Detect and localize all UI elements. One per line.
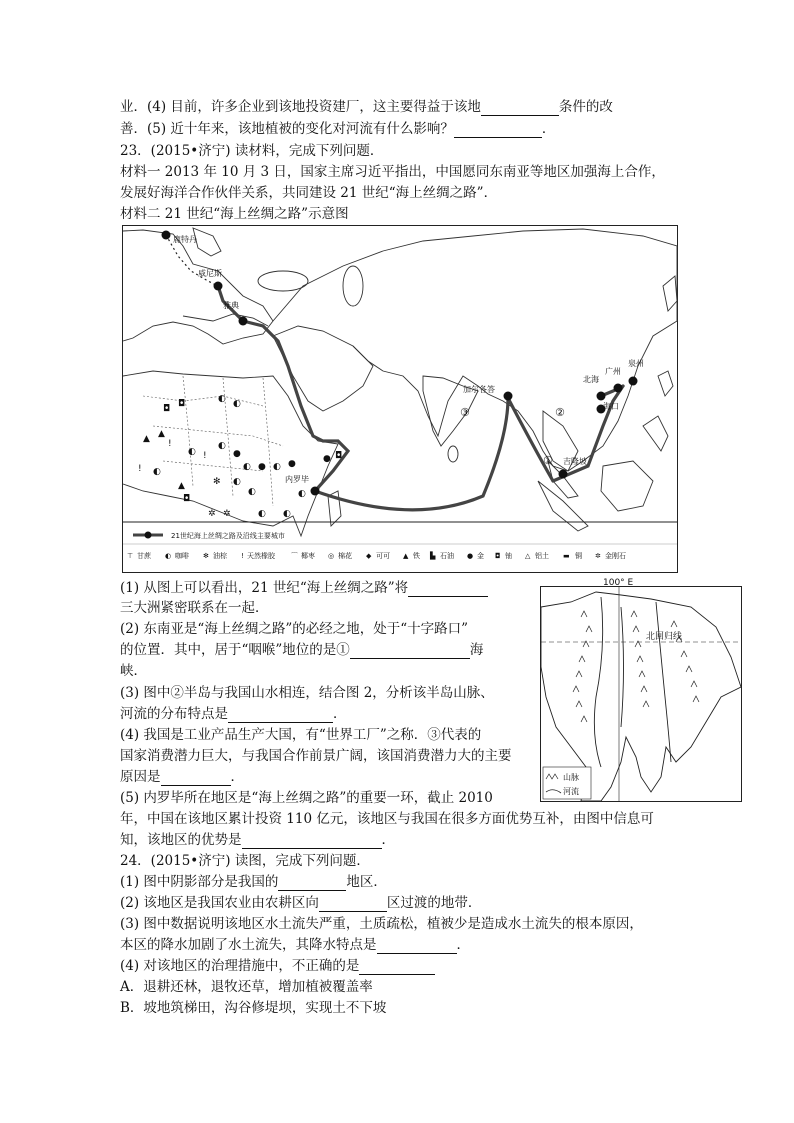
svg-text:◐: ◐: [233, 399, 241, 409]
svg-text:◐: ◐: [218, 441, 226, 451]
q23-5-line3: 知，该地区的优势是 ．: [120, 832, 395, 848]
label-haikou: 海口: [603, 402, 619, 411]
legend-item-copper: 铜: [575, 552, 582, 560]
legend-item-iron: 铁: [413, 552, 420, 560]
q23-4-line3: 原因是 ．: [120, 769, 244, 785]
q23-material1-line2: 发展好海洋合作伙伴关系，共同建设 21 世纪“海上丝绸之路”．: [120, 185, 498, 201]
city-nairobi: [311, 487, 320, 496]
svg-text:▲: ▲: [403, 552, 409, 560]
svg-text:◐: ◐: [243, 462, 251, 472]
answer-blank[interactable]: [377, 939, 457, 954]
marker-2: ②: [555, 406, 565, 419]
answer-blank[interactable]: [481, 101, 559, 116]
svg-text:●: ●: [288, 459, 296, 469]
q23-2-line2: 的位置．其中，居于“咽喉”地位的是① 海: [120, 642, 484, 658]
svg-text:!: !: [241, 552, 244, 560]
intro-line-2: 善．(5) 近十年来，该地植被的变化对河流有什么影响？ ．: [120, 121, 556, 137]
q23-5-line2: 年，中国在该地区累计投资 110 亿元，该地区与我国在很多方面优势互补，由图中信息可: [120, 811, 654, 827]
legend-item-oil-palm: 油棕: [213, 552, 227, 560]
q24-option-b: B．坡地筑梯田，沟谷修堤坝，实现土不下坡: [120, 1000, 387, 1016]
legend-item-cocoa: 可可: [376, 552, 390, 560]
marker-3: ③: [460, 406, 470, 419]
svg-text:✲: ✲: [595, 552, 601, 560]
label-venice: 威尼斯: [198, 269, 222, 278]
svg-text:●: ●: [323, 454, 331, 464]
city-venice: [214, 282, 223, 291]
label-athens: 雅典: [223, 301, 239, 310]
city-rotterdam: [162, 231, 171, 240]
answer-blank[interactable]: [408, 582, 488, 597]
legend-item-diamond: 金刚石: [605, 552, 626, 560]
svg-text:!: !: [168, 439, 172, 449]
legend-title: 21世纪海上丝绸之路及沿线主要城市: [171, 532, 285, 540]
legend-item-coffee: 咖啡: [175, 552, 189, 560]
q23-3-line1: (3) 图中②半岛与我国山水相连，结合图 2，分析该半岛山脉、: [120, 685, 494, 701]
q24-3-line1: (3) 图中数据说明该地区水土流失严重，土质疏松，植被少是造成水土流失的根本原因，: [120, 916, 643, 932]
legend-city-dot: [145, 532, 152, 539]
silk-road-map: [122, 225, 678, 573]
svg-text:◘: ◘: [178, 399, 186, 409]
svg-text:◆: ◆: [366, 552, 372, 560]
svg-text:◘: ◘: [183, 494, 191, 504]
svg-text:▲: ▲: [158, 429, 165, 439]
svg-text:◐: ◐: [218, 394, 226, 404]
label-beihai: 北海: [583, 375, 599, 384]
silk-road-map-svg: [123, 226, 677, 572]
svg-text:◘: ◘: [495, 552, 501, 560]
legend-river-label: 河流: [563, 787, 579, 796]
meridian-label: 100° E: [603, 578, 634, 588]
svg-text:▲: ▲: [178, 481, 185, 491]
svg-text:✻: ✻: [213, 477, 221, 487]
city-guangzhou: [614, 384, 623, 393]
q23-4-line2: 国家消费潜力巨大，与我国合作前景广阔，该国消费潜力大的主要: [120, 748, 512, 764]
legend-item-bauxite: 铝土: [535, 552, 549, 560]
label-kuala-lumpur: 吉隆坡: [563, 457, 587, 466]
answer-blank[interactable]: [319, 897, 387, 912]
svg-text:△: △: [525, 552, 531, 560]
svg-text:✲: ✲: [208, 509, 216, 519]
q23-5-line1: (5) 内罗毕所在地区是“海上丝绸之路”的重要一环，截止 2010: [120, 790, 493, 806]
q23-material1-line1: 材料一 2013 年 10 月 3 日，国家主席习近平指出，中国愿同东南亚等地区加强海上合作，: [120, 164, 665, 180]
city-athens: [239, 317, 248, 326]
legend-item-cotton: 棉花: [338, 552, 352, 560]
svg-text:◘: ◘: [335, 451, 343, 461]
label-kolkata: 加尔各答: [463, 385, 495, 394]
svg-text:◐: ◐: [283, 509, 291, 519]
q24-option-a: A．退耕还林，退牧还草，增加植被覆盖率: [120, 979, 373, 995]
indochina-map-svg: [541, 578, 741, 801]
city-quanzhou: [629, 377, 638, 386]
svg-text:●: ●: [467, 552, 474, 560]
legend-item-sugarcane: 甘蔗: [137, 552, 151, 560]
svg-text:✻: ✻: [203, 552, 209, 560]
svg-text:◘: ◘: [163, 404, 171, 414]
mountain-ranges: [573, 611, 699, 722]
q24-2: (2) 该地区是我国农业由农耕区向 区过渡的地带．: [120, 895, 482, 911]
legend-item-oil: 石油: [440, 552, 454, 560]
svg-text:◐: ◐: [233, 477, 241, 487]
legend-items: [127, 551, 626, 560]
legend-item-gold: 金: [477, 552, 484, 560]
rivers: [594, 597, 671, 767]
legend-mountain-label: 山脉: [563, 773, 579, 782]
svg-text:⊤: ⊤: [127, 552, 134, 560]
q24-3-line2: 本区的降水加剧了水土流失，其降水特点是 ．: [120, 937, 470, 953]
label-quanzhou: 泉州: [628, 359, 644, 368]
q24-4: (4) 对该地区的治理措施中，不正确的是: [120, 957, 435, 975]
city-kuala-lumpur: [559, 470, 568, 479]
svg-text:◎: ◎: [328, 552, 335, 560]
q23-3-line2: 河流的分布特点是 ．: [120, 706, 347, 722]
q23-material2: 材料二 21 世纪“海上丝绸之路”示意图: [120, 206, 349, 222]
svg-text:✲: ✲: [223, 509, 231, 519]
resource-symbols: [138, 394, 342, 519]
intro-line-1: 业．(4) 目前，许多企业到该地投资建厂，这主要得益于该地 条件的改: [120, 99, 613, 115]
svg-text:▙: ▙: [430, 552, 436, 560]
answer-blank[interactable]: [161, 771, 231, 786]
svg-text:⌒: ⌒: [291, 552, 298, 560]
label-guangzhou: 广州: [605, 367, 621, 376]
svg-text:◐: ◐: [298, 489, 306, 499]
svg-text:◐: ◐: [165, 552, 172, 560]
svg-text:!: !: [203, 451, 207, 461]
q24-1: (1) 图中阴影部分是我国的 地区．: [120, 874, 387, 890]
svg-text:!: !: [138, 464, 142, 474]
q24-header: 24．(2015•济宁) 读图，完成下列问题．: [120, 853, 370, 869]
legend-item-date: 椰枣: [301, 552, 315, 560]
svg-text:◐: ◐: [188, 447, 196, 457]
answer-blank[interactable]: [359, 960, 435, 975]
city-beihai: [597, 392, 606, 401]
q23-4-line1: (4) 我国是工业产品生产大国，有“世界工厂”之称．③代表的: [120, 727, 482, 743]
q23-2-line3: 峡．: [120, 663, 147, 679]
svg-text:▲: ▲: [143, 434, 150, 444]
legend-item-uranium: 铀: [505, 552, 512, 560]
svg-text:◐: ◐: [248, 487, 256, 497]
answer-blank[interactable]: [454, 123, 542, 138]
svg-text:●: ●: [233, 449, 241, 459]
q23-2-line1: (2) 东南亚是“海上丝绸之路”的必经之地，处于“十字路口”: [120, 621, 469, 637]
q23-header: 23．(2015•济宁) 读材料，完成下列问题．: [120, 143, 384, 159]
q23-1-line1: (1) 从图上可以看出，21 世纪“海上丝绸之路”将: [120, 579, 488, 597]
answer-blank[interactable]: [242, 834, 382, 849]
svg-text:●: ●: [258, 462, 266, 472]
marker-1: ①: [543, 454, 553, 467]
svg-text:◐: ◐: [153, 467, 161, 477]
indochina-map: [540, 578, 742, 802]
city-kolkata: [504, 392, 513, 401]
tropic-label: 北回归线: [646, 632, 683, 642]
legend-item-rubber: 天然橡胶: [247, 552, 275, 560]
svg-text:◐: ◐: [273, 462, 281, 472]
answer-blank[interactable]: [228, 708, 333, 723]
svg-text:◐: ◐: [258, 509, 266, 519]
answer-blank[interactable]: [350, 644, 470, 659]
q23-1-line2: 三大洲紧密联系在一起．: [120, 600, 269, 616]
label-rotterdam: 鹿特丹: [173, 235, 197, 244]
svg-text:▬: ▬: [563, 552, 570, 560]
answer-blank[interactable]: [278, 876, 346, 891]
label-nairobi: 内罗毕: [285, 475, 309, 484]
